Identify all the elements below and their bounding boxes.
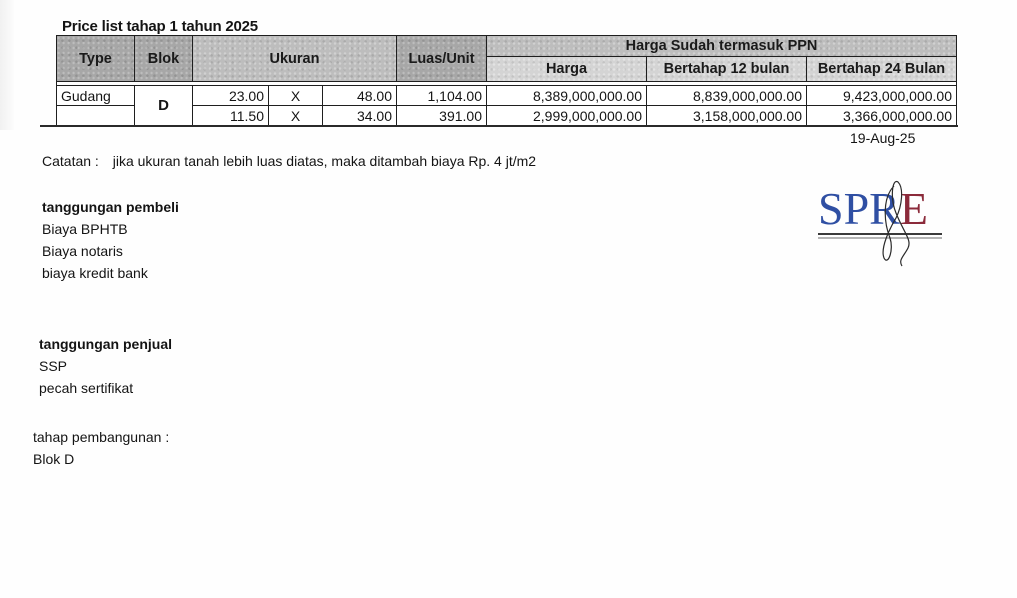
buyer-item: Biaya notaris — [42, 243, 123, 259]
note-label: Catatan : — [42, 153, 99, 169]
header-ukuran: Ukuran — [193, 36, 397, 82]
stage-heading: tahap pembangunan : — [33, 429, 170, 445]
cell-length: 48.00 — [323, 86, 397, 106]
cell-width: 23.00 — [193, 86, 269, 106]
cell-bertahap-24: 3,366,000,000.00 — [807, 106, 957, 126]
seller-heading: tanggungan penjual — [39, 336, 172, 352]
scan-edge-shadow — [0, 0, 14, 130]
document-date: 19-Aug-25 — [850, 130, 916, 146]
logo-text-main: SPR — [818, 183, 900, 234]
cell-type: Gudang — [57, 86, 135, 106]
cell-luas: 1,104.00 — [397, 86, 487, 106]
header-type: Type — [57, 36, 135, 82]
note — [42, 153, 536, 169]
cell-bertahap-24: 9,423,000,000.00 — [807, 86, 957, 106]
cell-bertahap-12: 3,158,000,000.00 — [647, 106, 807, 126]
buyer-item: Biaya BPHTB — [42, 221, 128, 237]
seller-item: SSP — [39, 358, 68, 374]
header-blok: Blok — [135, 36, 193, 82]
buyer-item: biaya kredit bank — [42, 265, 148, 281]
document-title: Price list tahap 1 tahun 2025 — [62, 18, 258, 35]
cell-bertahap-12: 8,839,000,000.00 — [647, 86, 807, 106]
cell-width: 11.50 — [193, 106, 269, 126]
header-bertahap-24: Bertahap 24 Bulan — [807, 57, 957, 82]
construction-stage — [33, 426, 169, 470]
spre-logo — [812, 178, 952, 273]
cell-harga: 2,999,000,000.00 — [487, 106, 647, 126]
logo-text-accent: E — [899, 183, 928, 234]
table-row — [57, 86, 957, 106]
buyer-responsibilities — [42, 196, 179, 284]
cell-x: X — [269, 86, 323, 106]
seller-responsibilities — [39, 333, 172, 399]
signature-icon — [812, 178, 952, 273]
header-harga: Harga — [487, 57, 647, 82]
header-luas-unit: Luas/Unit — [397, 36, 487, 82]
cell-type — [57, 106, 135, 126]
cell-length: 34.00 — [323, 106, 397, 126]
seller-item: pecah sertifikat — [39, 380, 134, 396]
header-bertahap-12: Bertahap 12 bulan — [647, 57, 807, 82]
cell-luas: 391.00 — [397, 106, 487, 126]
price-table — [56, 35, 957, 126]
header-harga-ppn-group: Harga Sudah termasuk PPN — [487, 36, 957, 57]
cell-blok: D — [135, 86, 193, 126]
note-text: jika ukuran tanah lebih luas diatas, maka ditambah biaya Rp. 4 jt/m2 — [112, 153, 537, 169]
stage-value: Blok D — [33, 451, 75, 467]
cell-x: X — [269, 106, 323, 126]
table-bottom-rule — [40, 125, 958, 127]
buyer-heading: tanggungan pembeli — [42, 199, 179, 215]
cell-harga: 8,389,000,000.00 — [487, 86, 647, 106]
